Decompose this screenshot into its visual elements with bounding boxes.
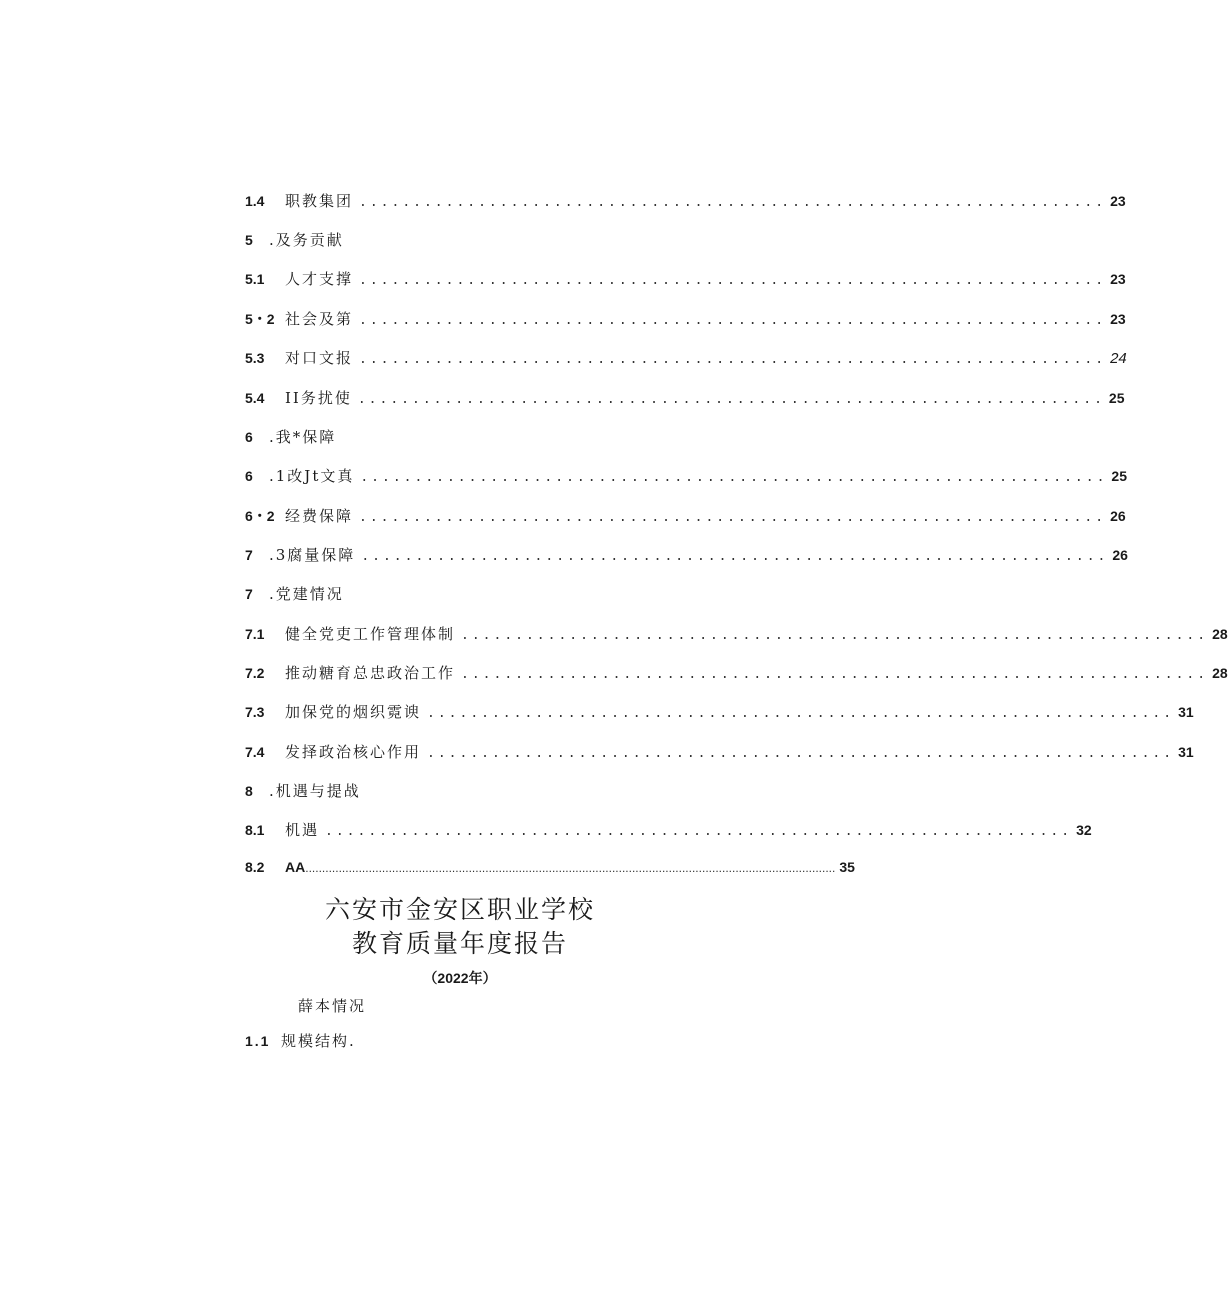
toc-entry[interactable]	[245, 741, 1194, 763]
toc-number: 7.3	[245, 704, 265, 720]
toc-number: 7	[245, 547, 253, 563]
toc-number: 8	[245, 783, 253, 799]
toc-leader: .....................................................................	[427, 706, 1175, 721]
toc-entry[interactable]	[245, 505, 1126, 527]
toc-title: 加保党的烟织霓谀	[285, 703, 422, 721]
toc-page: 26	[1110, 508, 1126, 524]
toc-leader: .....................................................................	[461, 628, 1209, 643]
toc-entry[interactable]	[245, 387, 1125, 409]
toc-leader: .....................................................................	[361, 549, 1109, 564]
toc-leader: ...............................................................................................................................................................	[305, 861, 836, 875]
toc-title: .及务贡献	[269, 231, 344, 249]
toc-page: 28	[1212, 626, 1228, 642]
toc-number: 6	[245, 429, 253, 445]
toc-page: 25	[1108, 390, 1125, 406]
report-title-line2: 教育质量年度报告	[351, 929, 568, 958]
toc-title: AA	[285, 859, 306, 875]
toc-entry[interactable]	[245, 623, 1228, 645]
toc-page: 25	[1111, 468, 1127, 484]
toc-number: 7	[245, 586, 253, 602]
toc-page: 35	[839, 859, 855, 875]
toc-entry[interactable]	[245, 465, 1127, 487]
toc-section[interactable]	[245, 780, 743, 802]
toc-number: 5.1	[245, 271, 265, 287]
toc-title: 推动糖育总忠政治工作	[285, 664, 456, 682]
toc-title: II务扰使	[285, 389, 352, 407]
toc-title: 发择政治核心作用	[285, 743, 422, 761]
toc-leader: .....................................................................	[359, 313, 1107, 328]
toc-title: .机遇与提战	[269, 782, 361, 800]
toc-number: 6・2	[245, 508, 275, 524]
toc-number: 5	[245, 232, 253, 248]
toc-number: 8.1	[245, 822, 265, 838]
toc-entry[interactable]	[245, 268, 1126, 290]
toc-page: 24	[1110, 350, 1127, 367]
toc-page: 23	[1110, 311, 1126, 327]
body-heading-basic-info: 薛本情况	[298, 997, 367, 1015]
toc-section[interactable]	[245, 229, 743, 251]
toc-section[interactable]	[245, 583, 743, 605]
toc-entry[interactable]	[245, 856, 855, 878]
toc-title: 职教集团	[285, 192, 354, 210]
toc-leader: .....................................................................	[359, 510, 1107, 525]
toc-leader: .....................................................................	[427, 746, 1175, 761]
toc-page: 31	[1178, 744, 1194, 760]
toc-number: 7.2	[245, 665, 265, 681]
body-heading-title: 规模结构.	[281, 1032, 356, 1050]
toc-leader: .....................................................................	[360, 470, 1108, 485]
toc-leader: .....................................................................	[357, 392, 1105, 407]
toc-leader: .....................................................................	[359, 195, 1107, 210]
toc-entry[interactable]	[245, 308, 1126, 330]
toc-leader: .....................................................................	[325, 824, 1073, 839]
toc-leader: .....................................................................	[359, 273, 1107, 288]
toc-entry[interactable]	[245, 701, 1194, 723]
toc-entry[interactable]	[245, 190, 1126, 212]
toc-leader: .....................................................................	[461, 667, 1209, 682]
toc-number: 7.1	[245, 626, 265, 642]
toc-title: .1改Jt文真	[269, 467, 355, 485]
toc-page: 23	[1110, 193, 1126, 209]
toc-title: 对口文报	[285, 349, 354, 367]
toc-number: 5・2	[245, 311, 275, 327]
toc-section[interactable]	[245, 426, 743, 448]
toc-title: .3腐量保障	[269, 546, 356, 564]
toc-entry[interactable]	[245, 662, 1228, 684]
body-heading-scale-structure	[245, 1030, 356, 1051]
toc-title: .党建情况	[269, 585, 344, 603]
toc-page: 31	[1178, 704, 1194, 720]
toc-number: 5.4	[245, 390, 265, 406]
toc-title: 人才支撑	[285, 270, 354, 288]
toc-number: 8.2	[245, 859, 265, 875]
toc-title: 社会及第	[285, 310, 354, 328]
toc-entry[interactable]	[245, 347, 1127, 369]
toc-page: 23	[1110, 271, 1126, 287]
toc-leader: .....................................................................	[359, 352, 1107, 367]
toc-number: 5.3	[245, 350, 265, 366]
toc-title: 健全党吏工作管理体制	[285, 625, 456, 643]
toc-title: .我*保障	[269, 428, 337, 446]
toc-page: 32	[1076, 822, 1092, 838]
toc-number: 1.4	[245, 193, 265, 209]
toc-number: 6	[245, 468, 253, 484]
toc-page: 26	[1112, 547, 1128, 563]
toc-entry[interactable]	[245, 819, 1092, 841]
toc-entry[interactable]	[245, 544, 1128, 566]
body-heading-number: 1.1	[245, 1033, 271, 1049]
toc-page: 28	[1212, 665, 1228, 681]
toc-title: 经费保障	[285, 507, 354, 525]
toc-title: 机遇	[285, 821, 320, 839]
report-year: （2022年）	[423, 970, 497, 986]
toc-number: 7.4	[245, 744, 265, 760]
report-title-line1: 六安市金安区职业学校	[324, 895, 595, 924]
